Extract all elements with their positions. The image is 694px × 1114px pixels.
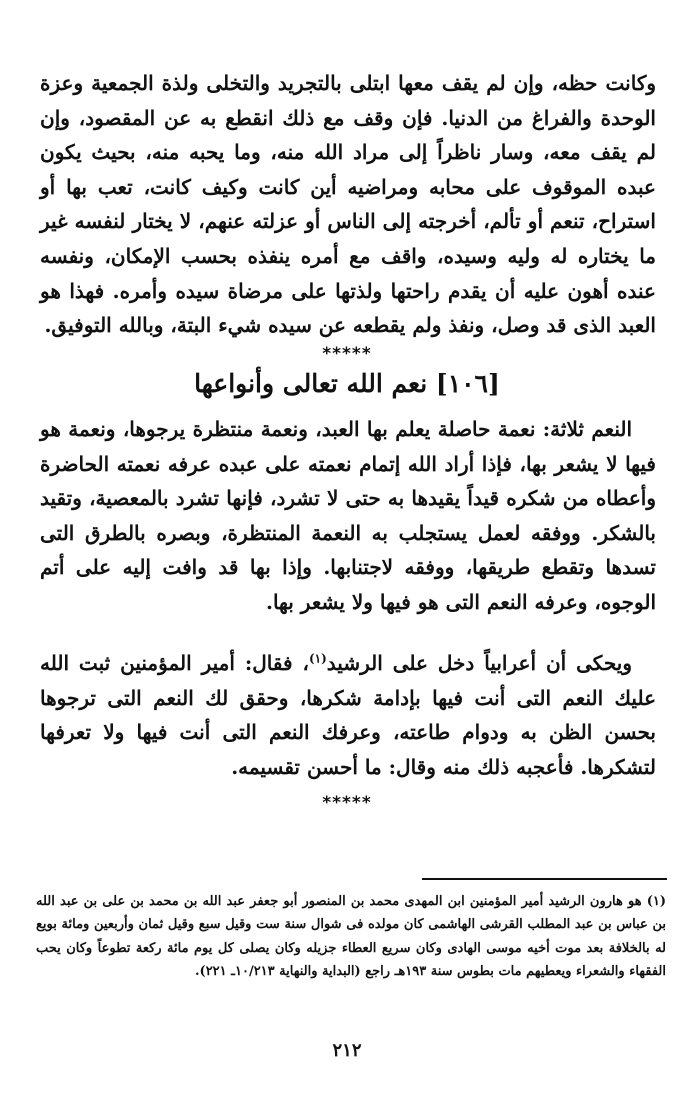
paragraph-continuation xyxy=(40,66,656,343)
footnote-reference: (١) xyxy=(308,651,327,666)
footnote-text: (١) هو هارون الرشيد أمير المؤمنين ابن المهدى محمد بن المنصور أبو جعفر عبد الله بن محمد بن على بن عبد الله بن عباس بن عبد المطلب القرشى الهاشمى كان مولده فى شوال سنة ست وقيل سبع وقيل ثمان وأربعين ومائة بويع له بالخلافة بعد موت أخيه موسى الهادى وكان سريع العطاء جزيله وكان يصلى كل يوم مائة ركعة تطوعاً وكان يحب الفقهاء والشعراء ويعطيهم مات بطوس سنة ١٩٣هـ راجع (البداية والنهاية ١٠/٢١٣ـ ٢٢١). xyxy=(36,894,666,980)
paragraph-anecdote xyxy=(40,646,656,784)
footnote-divider xyxy=(422,878,667,880)
footnote xyxy=(36,890,666,984)
anecdote-text-start: ويحكى أن أعرابياً دخل على الرشيد xyxy=(326,651,632,675)
page-number: ٢١٢ xyxy=(332,1040,362,1061)
paragraph-blessings xyxy=(40,412,656,620)
body-text: وكانت حظه، وإن لم يقف معها ابتلى بالتجريد والتخلى ولذة الجمعية وعزة الوحدة والفراغ من الدنيا. فإن وقف مع ذلك انقطع به عن المقصود، وإن لم يقف معه، وسار ناظراً إلى مراد الله منه، وما يحبه منه، بحيث يكون عبده الموقوف على محابه ومراضيه أين كانت وكيف كانت، تعب بها أو استراح، تنعم أو تألم، أخرجته إلى الناس أو عزلته عنهم، لا يختار لنفسه غير ما يختاره له وليه وسيده، واقف مع أمره ينفذه بحسب الإمكان، ونفسه عنده أهون عليه أن يقدم راحتها ولذتها على مرضاة سيده وأمره. فهذا هو العبد الذى قد وصل، ونفذ ولم يقطعه عن سيده شيء البتة، وبالله التوفيق. xyxy=(40,71,656,338)
anecdote-text-end: ، فقال: أمير المؤمنين ثبت الله عليك النعم التى أنت فيها بإدامة شكرها، وحقق لك النعم التى ترجوها بحسن الظن به ودوام طاعته، وعرفك النعم التى أنت فيها ولا تعرفها لتشكرها. فأعجبه ذلك منه وقال: ما أحسن تقسيمه. xyxy=(40,651,656,779)
body-text-with-footnote xyxy=(40,646,656,784)
body-text: النعم ثلاثة: نعمة حاصلة يعلم بها العبد، ونعمة منتظرة يرجوها، ونعمة هو فيها لا يشعر بها، فإذا أراد الله إتمام نعمته على عبده عرفه نعمته الحاضرة وأعطاه من شكره قيداً يقيدها به حتى لا تشرد، فإنها تشرد بالمعصية، وتقيد بالشكر. ووفقه لعمل يستجلب به النعمة المنتظرة، وبصره بالطرق التى تسدها وتقطع طريقها، ووفقه لاجتنابها. وإذا بها قد وافت إليه على أتم الوجوه، وعرفه النعم التى هو فيها ولا يشعر بها. xyxy=(40,417,656,614)
section-separator: ***** xyxy=(322,793,372,813)
section-separator: ***** xyxy=(322,344,372,364)
section-title: [١٠٦] نعم الله تعالى وأنواعها xyxy=(194,369,500,398)
